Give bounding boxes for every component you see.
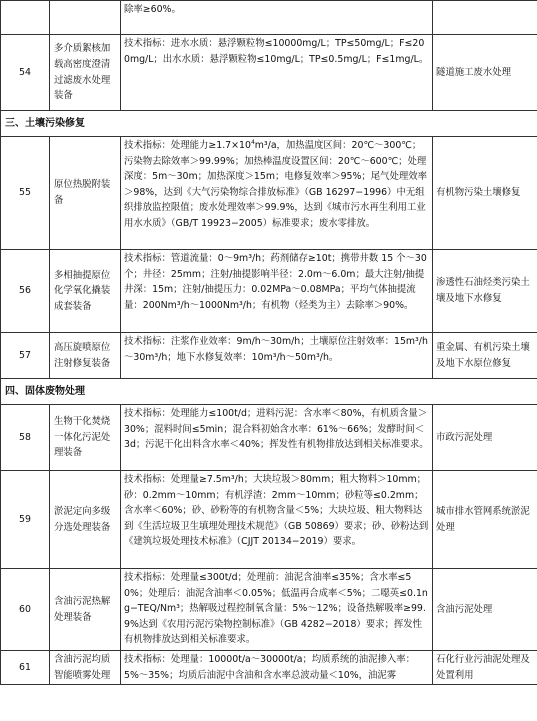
tech-spec: 技术指标：处理量：10000t/a～30000t/a；均质系统的油泥掺入率：5%～35%；均质后油泥中含油和含水率总波动量＜10%，油泥雾 <box>121 651 433 685</box>
equipment-name: 含油污泥热解处理装备 <box>50 569 121 651</box>
tech-spec <box>121 137 433 250</box>
equipment-name: 原位热脱附装备 <box>50 137 121 250</box>
table-row <box>1 333 537 379</box>
section-header <box>1 379 537 405</box>
row-number: 56 <box>1 250 50 333</box>
table-row <box>1 651 537 685</box>
application-field: 城市排水管网系统淤泥处理 <box>433 471 537 569</box>
application-field <box>433 1 537 35</box>
superscript: 4 <box>250 138 255 146</box>
application-field: 市政污泥处理 <box>433 405 537 471</box>
equipment-name: 含油污泥均质智能喷雾处理 <box>50 651 121 685</box>
equipment-name <box>50 1 121 35</box>
table-row <box>1 569 537 651</box>
table-row <box>1 405 537 471</box>
row-number: 60 <box>1 569 50 651</box>
row-number: 57 <box>1 333 50 379</box>
section-title-soil: 三、土壤污染修复 <box>1 111 537 137</box>
row-number: 55 <box>1 137 50 250</box>
tech-spec: 技术指标：处理能力≤100t/d；进料污泥：含水率＜80%，有机质含量＞30%；混料时间≤5min；混合料初始含水率：61%～66%；发酵时间＜3d；污泥干化出料含水率＜40%；挥发性有机物排放达到相关标准要求。 <box>121 405 433 471</box>
tech-spec-part: m³/a，加热温度区间：20℃～300℃；污染物去除效率＞99.99%；加热棒温度设置区间：20℃～600℃；处理深度：5m～30m；加热深度＞15m；电修复效率＞95%；尾气处理效率＞98%，达到《大气污染物综合排放标准》（GB 16297−1996）中无组织排放监控限值；废水处理效率＞99.9%，达到《城市污水再生利用工业用水水质》（GB/T 19923−2005）标准要求；废水零排放。 <box>124 140 428 229</box>
table-row <box>1 471 537 569</box>
section-header <box>1 111 537 137</box>
application-field: 石化行业污油泥处理及处置利用 <box>433 651 537 685</box>
table-row <box>1 137 537 250</box>
application-field: 隧道施工废水处理 <box>433 35 537 111</box>
section-title-solid-waste: 四、固体废物处理 <box>1 379 537 405</box>
application-field: 含油污泥处理 <box>433 569 537 651</box>
tech-spec: 技术指标：处理量≤300t/d；处理前：油泥含油率≤35%；含水率≤50%；处理后：油泥含油率＜0.05%；低温再合成率＜5%；二噁英≤0.1ng−TEQ/Nm³；热解吸过程控制氧含量：5%～12%；设备热解吸率≥99.9%达到《农用污泥污染物控制标准》（GB 4282−2018）要求；挥发性有机物排放达到相关标准要求。 <box>121 569 433 651</box>
tech-spec-part: 技术指标：处理能力≥1.7×10 <box>124 140 251 151</box>
equipment-name: 淤泥定向多级分选处理装备 <box>50 471 121 569</box>
row-number <box>1 1 50 35</box>
row-number: 61 <box>1 651 50 685</box>
row-number: 59 <box>1 471 50 569</box>
table-row <box>1 250 537 333</box>
equipment-name: 多介质絮核加载高密度澄清过滤废水处理装备 <box>50 35 121 111</box>
row-number: 54 <box>1 35 50 111</box>
tech-spec: 除率≥60%。 <box>121 1 433 35</box>
table-row <box>1 1 537 35</box>
equipment-name: 生物干化焚烧一体化污泥处理装备 <box>50 405 121 471</box>
tech-spec: 技术指标：进水水质：悬浮颗粒物≤10000mg/L；TP≤50mg/L；F≤200mg/L；出水水质：悬浮颗粒物≤10mg/L；TP≤0.5mg/L；F≤1mg/L。 <box>121 35 433 111</box>
row-number: 58 <box>1 405 50 471</box>
equipment-name: 高压旋喷原位注射修复装备 <box>50 333 121 379</box>
tech-spec: 技术指标：处理量≥7.5m³/h；大块垃圾＞80mm；粗大物料＞10mm；砂：0.2mm～10mm；有机浮渣：2mm～10mm；砂粒等≤0.2mm；含水率＜60%；砂、砂粉等的有机物含量＜5%；大块垃圾、粗大物料达到《生活垃圾卫生填埋处理技术规范》（GB 50869）要求；砂、砂粉达到《建筑垃圾处理技术标准》（CJJT 20134−2019）要求。 <box>121 471 433 569</box>
tech-spec: 技术指标：管道流量：0～9m³/h；药剂储存≥10t；携带井数 15 个～30 个；井径：25mm；注射/抽提影响半径：2.0m～6.0m；最大注射/抽提井深：15m；注射/抽提压力：0.02MPa～0.08MPa；平均气体抽提流量：200Nm³/h～1000Nm³/h；有机物（烃类为主）去除率＞90%。 <box>121 250 433 333</box>
application-field: 重金属、有机污染土壤及地下水原位修复 <box>433 333 537 379</box>
table-row <box>1 35 537 111</box>
application-field: 渗透性石油烃类污染土壤及地下水修复 <box>433 250 537 333</box>
application-field: 有机物污染土壤修复 <box>433 137 537 250</box>
equipment-name: 多相抽提原位化学氧化撬装成套装备 <box>50 250 121 333</box>
tech-spec: 技术指标：注浆作业效率：9m/h～30m/h；土壤原位注射效率：15m³/h～30m³/h；地下水修复效率：10m³/h～50m³/h。 <box>121 333 433 379</box>
